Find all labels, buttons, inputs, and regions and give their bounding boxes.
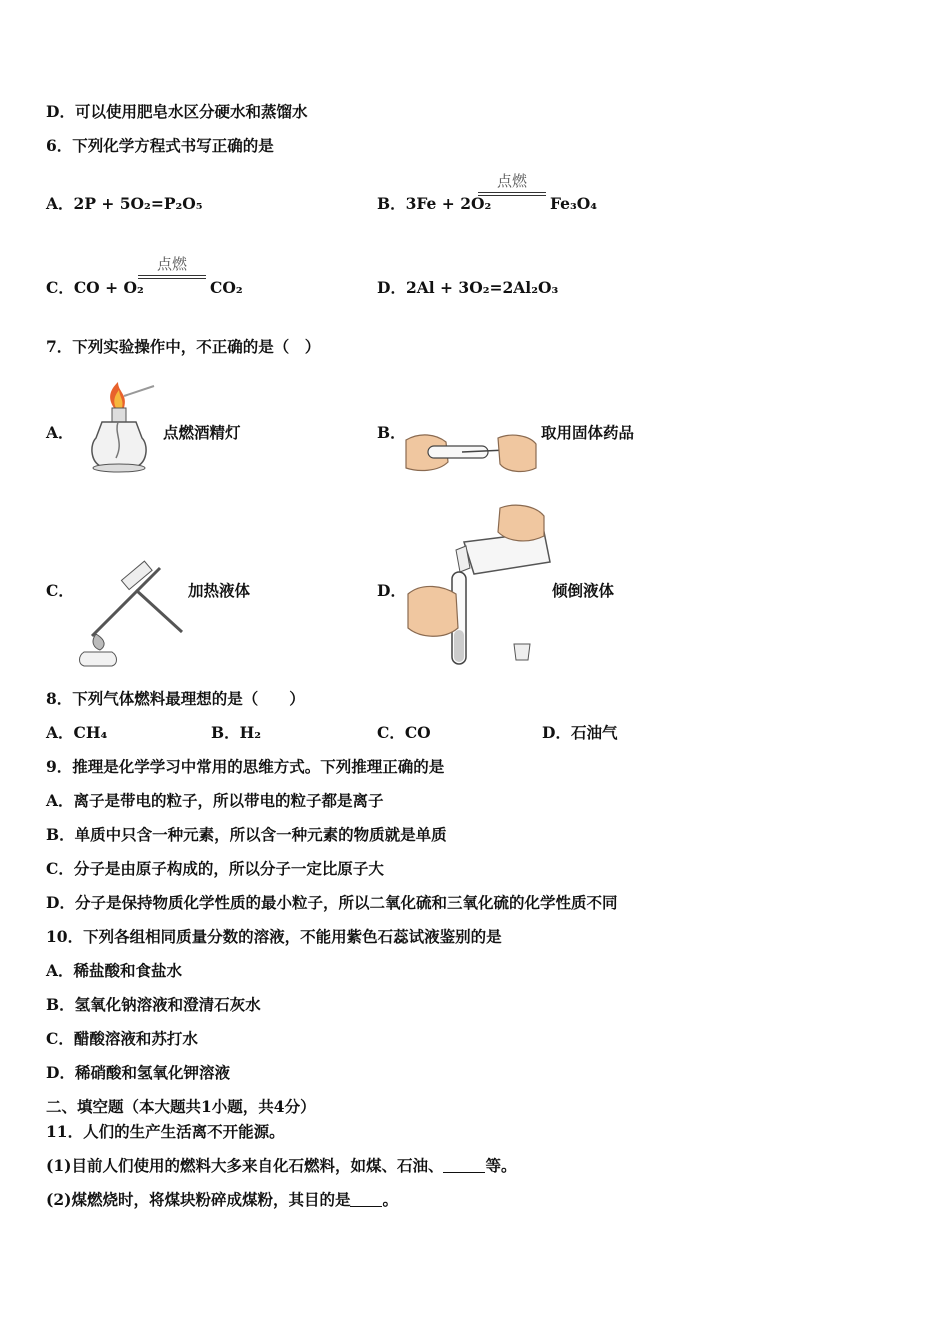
- q8-option-d: D．石油气: [542, 723, 618, 742]
- q6-option-a: [46, 194, 203, 214]
- q11-part-2: [46, 1190, 398, 1210]
- q9-option-d: D．分子是保持物质化学性质的最小粒子，所以二氧化硫和三氧化硫的化学性质不同: [46, 893, 618, 912]
- q6-option-b-equals-sign: [478, 192, 546, 196]
- hand-icon: [498, 505, 544, 541]
- q10-option-b: B．氢氧化钠溶液和澄清石灰水: [46, 995, 261, 1014]
- q7-stem: 7．下列实验操作中，不正确的是（ ）: [46, 337, 321, 356]
- q9-option-c: C．分子是由原子构成的，所以分子一定比原子大: [46, 859, 384, 878]
- q6-option-a-equation: 2P + 5O₂=P₂O₅: [73, 194, 203, 213]
- q10-option-c: C．醋酸溶液和苏打水: [46, 1029, 198, 1048]
- q9-stem: 9．推理是化学学习中常用的思维方式。下列推理正确的是: [46, 757, 445, 776]
- q8-option-b: B．H₂: [211, 723, 262, 742]
- q8-stem: 8．下列气体燃料最理想的是（ ）: [46, 689, 305, 708]
- test-tube-icon: [136, 590, 182, 632]
- bottle-stopper-icon: [514, 644, 530, 660]
- hand-icon: [498, 435, 536, 471]
- q6-option-c-reactants: CO + O₂: [73, 278, 144, 297]
- q6-stem: 6．下列化学方程式书写正确的是: [46, 136, 274, 155]
- q5-option-d: D．可以使用肥皂水区分硬水和蒸馏水: [46, 102, 308, 121]
- q6-option-d-label: D．: [377, 278, 406, 297]
- hand-icon: [408, 586, 458, 636]
- q7-option-a-label: A．: [46, 423, 74, 442]
- alcohol-lamp-icon: [80, 652, 117, 666]
- solid-reagent-transfer-illustration: [402, 428, 540, 478]
- q11-part-2-answer-blank[interactable]: [350, 1192, 382, 1207]
- q7-option-b-label: B．: [377, 423, 406, 442]
- q8-option-c: C．CO: [377, 723, 431, 742]
- q6-option-c-equals-sign: [138, 275, 206, 279]
- q6-option-c-product: CO₂: [210, 278, 243, 297]
- q6-option-b-condition: [478, 170, 546, 196]
- q7-option-d-text: 倾倒液体: [552, 581, 615, 600]
- q10-option-d: D．稀硝酸和氢氧化钾溶液: [46, 1063, 230, 1082]
- match-icon: [124, 386, 154, 396]
- q6-option-d-equation: 2Al + 3O₂=2Al₂O₃: [405, 278, 559, 297]
- test-tube-icon: [428, 446, 488, 458]
- q6-option-c-label: C．: [46, 278, 74, 297]
- heating-liquid-illustration: [76, 560, 186, 670]
- section-title: 二、填空题（本大题共1小题，共4分）: [46, 1097, 316, 1116]
- q6-option-d: [377, 278, 558, 298]
- q11-part-2-text: (2)煤燃烧时，将煤块粉碎成煤粉，其目的是: [46, 1190, 351, 1209]
- q6-option-c-condition-label: 点燃: [156, 255, 187, 273]
- q7-option-c-text: 加热液体: [188, 581, 251, 600]
- q11-part-1: [46, 1156, 516, 1176]
- q9-option-b: B．单质中只含一种元素，所以含一种元素的物质就是单质: [46, 825, 447, 844]
- q6-option-b-label: B．: [377, 194, 406, 213]
- q11-part-1-suffix: 等。: [485, 1156, 517, 1175]
- q11-stem: 11．人们的生产生活离不开能源。: [46, 1122, 285, 1141]
- q6-option-a-label: A．: [46, 194, 74, 213]
- q8-option-a: A．CH₄: [46, 723, 108, 742]
- q11-part-1-answer-blank[interactable]: [443, 1158, 485, 1173]
- pouring-liquid-illustration: [404, 502, 552, 668]
- q6-option-b: [377, 194, 491, 214]
- q6-option-b-reactants: 3Fe + 2O₂: [405, 194, 492, 213]
- q7-option-b-text: 取用固体药品: [541, 423, 635, 442]
- q6-option-b-condition-label: 点燃: [496, 172, 527, 190]
- alcohol-lamp-lighting-illustration: [78, 378, 160, 476]
- q6-option-c: [46, 278, 144, 298]
- flame-icon: [93, 634, 104, 650]
- q11-part-1-text: (1)目前人们使用的燃料大多来自化石燃料，如煤、石油、: [46, 1156, 444, 1175]
- q9-option-a: A．离子是带电的粒子，所以带电的粒子都是离子: [46, 791, 384, 810]
- q6-option-b-product: Fe₃O₄: [550, 194, 598, 213]
- q10-stem: 10．下列各组相同质量分数的溶液，不能用紫色石蕊试液鉴别的是: [46, 927, 502, 946]
- q11-part-2-suffix: 。: [382, 1190, 398, 1209]
- q6-option-c-condition: [138, 253, 206, 279]
- q10-option-a: A．稀盐酸和食盐水: [46, 961, 183, 980]
- q7-option-d-label: D．: [377, 581, 406, 600]
- q7-option-c-label: C．: [46, 581, 74, 600]
- q7-option-a-text: 点燃酒精灯: [163, 423, 241, 442]
